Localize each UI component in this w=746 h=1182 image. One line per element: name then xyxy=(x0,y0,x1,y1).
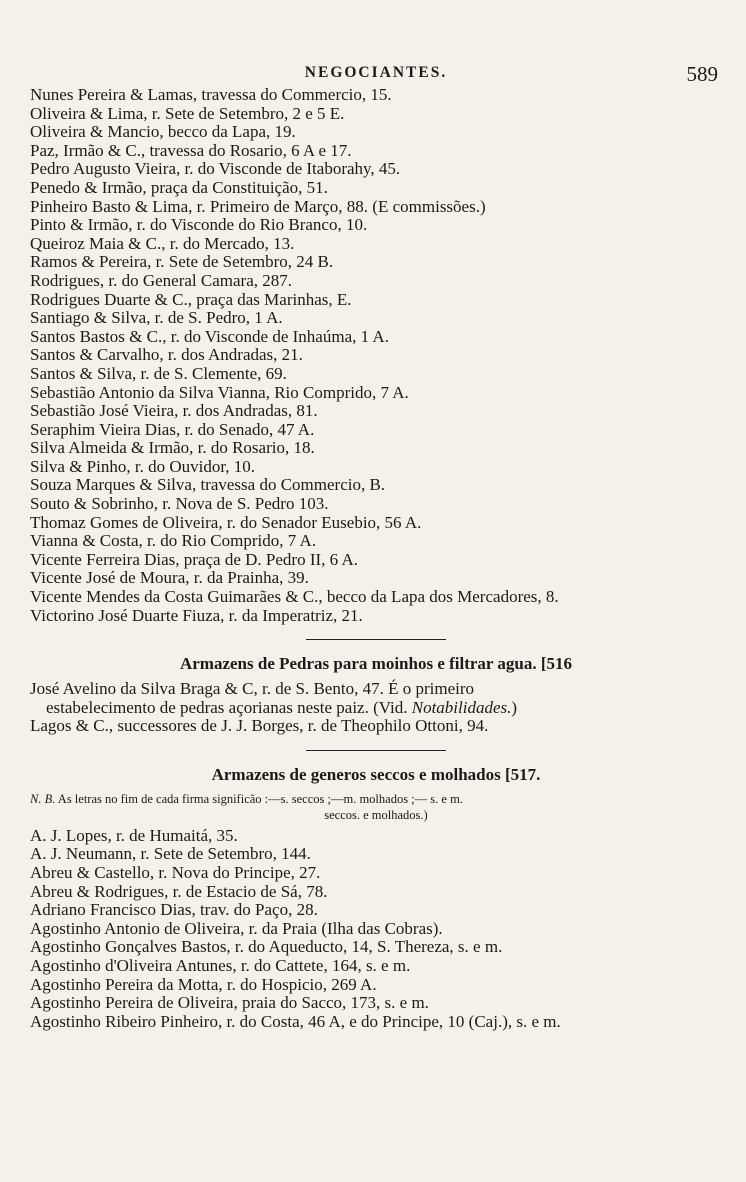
entry-text: José Avelino da Silva Braga & C, r. de S. Bento, 47. É o primeiro xyxy=(30,679,474,699)
list-item: Pedro Augusto Vieira, r. do Visconde de Itaborahy, 45. xyxy=(30,159,401,179)
list-item: Abreu & Rodrigues, r. de Estacio de Sá, 78. xyxy=(30,881,328,901)
note-prefix: N. B. xyxy=(30,791,56,806)
list-item: Rodrigues, r. do General Camara, 287. xyxy=(30,270,293,290)
entry-text: ) xyxy=(511,698,518,718)
section-heading-pedras: Armazens de Pedras para moinhos e filtrar agua. [516 xyxy=(179,654,573,674)
list-item: Agostinho Pereira da Motta, r. do Hospicio, 269 A. xyxy=(30,974,377,994)
list-item: Agostinho d'Oliveira Antunes, r. do Cattete, 164, s. e m. xyxy=(30,955,411,975)
list-item: Pinto & Irmão, r. do Visconde do Rio Branco, 10. xyxy=(30,215,368,235)
list-item: Sebastião José Vieira, r. dos Andradas, 81. xyxy=(30,401,318,421)
section-divider xyxy=(306,639,446,640)
page xyxy=(30,62,722,1031)
section-divider xyxy=(306,750,446,751)
list-item: Souto & Sobrinho, r. Nova de S. Pedro 103. xyxy=(30,494,329,514)
list-item: Ramos & Pereira, r. Sete de Setembro, 24 B. xyxy=(30,252,334,272)
list-item: Queiroz Maia & C., r. do Mercado, 13. xyxy=(30,233,295,253)
list-item: Silva Almeida & Irmão, r. do Rosario, 18. xyxy=(30,438,315,458)
list-item: Sebastião Antonio da Silva Vianna, Rio Comprido, 7 A. xyxy=(30,382,409,402)
list-item: Vianna & Costa, r. do Rio Comprido, 7 A. xyxy=(30,531,317,551)
entry-text: estabelecimento de pedras açorianas neste paiz. (Vid. xyxy=(46,698,412,718)
list-item: Paz, Irmão & C., travessa do Rosario, 6 A e 17. xyxy=(30,140,352,160)
note-text: As letras no fim de cada firma significão :—s. seccos ;—m. molhados ;— s. e m. xyxy=(55,791,463,806)
list-item: Oliveira & Mancio, becco da Lapa, 19. xyxy=(30,122,296,142)
list-item: Vicente José de Moura, r. da Prainha, 39. xyxy=(30,568,309,588)
list-item: A. J. Neumann, r. Sete de Setembro, 144. xyxy=(30,844,311,864)
list-item: Santiago & Silva, r. de S. Pedro, 1 A. xyxy=(30,308,283,328)
list-item: Oliveira & Lima, r. Sete de Setembro, 2 e 5 E. xyxy=(30,103,345,123)
negociantes-list xyxy=(30,86,722,625)
list-item: Seraphim Vieira Dias, r. do Senado, 47 A. xyxy=(30,419,315,439)
running-title: NEGOCIANTES. xyxy=(304,64,448,81)
list-item xyxy=(30,679,722,717)
list-item: Victorino José Duarte Fiuza, r. da Imperatriz, 21. xyxy=(30,605,363,625)
list-item: Agostinho Pereira de Oliveira, praia do Sacco, 173, s. e m. xyxy=(30,993,429,1013)
note-legend xyxy=(30,791,722,823)
list-item: Santos Bastos & C., r. do Visconde de Inhaúma, 1 A. xyxy=(30,326,389,346)
list-item: Vicente Ferreira Dias, praça de D. Pedro II, 6 A. xyxy=(30,549,358,569)
note-text: seccos. e molhados.) xyxy=(324,807,428,822)
list-item: Santos & Carvalho, r. dos Andradas, 21. xyxy=(30,345,303,365)
list-item: Agostinho Antonio de Oliveira, r. da Praia (Ilha das Cobras). xyxy=(30,918,443,938)
list-item: A. J. Lopes, r. de Humaitá, 35. xyxy=(30,825,238,845)
running-header xyxy=(30,62,722,86)
list-item: Vicente Mendes da Costa Guimarães & C., becco da Lapa dos Mercadores, 8. xyxy=(30,587,559,607)
list-item: Pinheiro Basto & Lima, r. Primeiro de Março, 88. (E commissões.) xyxy=(30,196,486,216)
list-item: Santos & Silva, r. de S. Clemente, 69. xyxy=(30,363,287,383)
entry-continuation xyxy=(40,698,722,717)
generos-list xyxy=(30,827,722,1032)
list-item: Adriano Francisco Dias, trav. do Paço, 28. xyxy=(30,900,318,920)
list-item: Souza Marques & Silva, travessa do Commercio, B. xyxy=(30,475,386,495)
page-number: 589 xyxy=(686,62,718,86)
list-item: Penedo & Irmão, praça da Constituição, 51. xyxy=(30,177,328,197)
list-item: Rodrigues Duarte & C., praça das Marinhas, E. xyxy=(30,289,352,309)
list-item: Thomaz Gomes de Oliveira, r. do Senador Eusebio, 56 A. xyxy=(30,512,422,532)
list-item: Abreu & Castello, r. Nova do Principe, 27. xyxy=(30,863,321,882)
list-item: Agostinho Gonçalves Bastos, r. do Aqueducto, 14, S. Thereza, s. e m. xyxy=(30,937,503,957)
cross-reference: Notabilidades. xyxy=(411,698,512,718)
list-item: Lagos & C., successores de J. J. Borges, r. de Theophilo Ottoni, 94. xyxy=(30,716,489,736)
section-heading-generos: Armazens de generos seccos e molhados [517. xyxy=(211,764,541,784)
list-item: Nunes Pereira & Lamas, travessa do Commercio, 15. xyxy=(30,85,392,104)
list-item: Silva & Pinho, r. do Ouvidor, 10. xyxy=(30,456,256,476)
list-item: Agostinho Ribeiro Pinheiro, r. do Costa, 46 A, e do Principe, 10 (Caj.), s. e m. xyxy=(30,1011,561,1031)
